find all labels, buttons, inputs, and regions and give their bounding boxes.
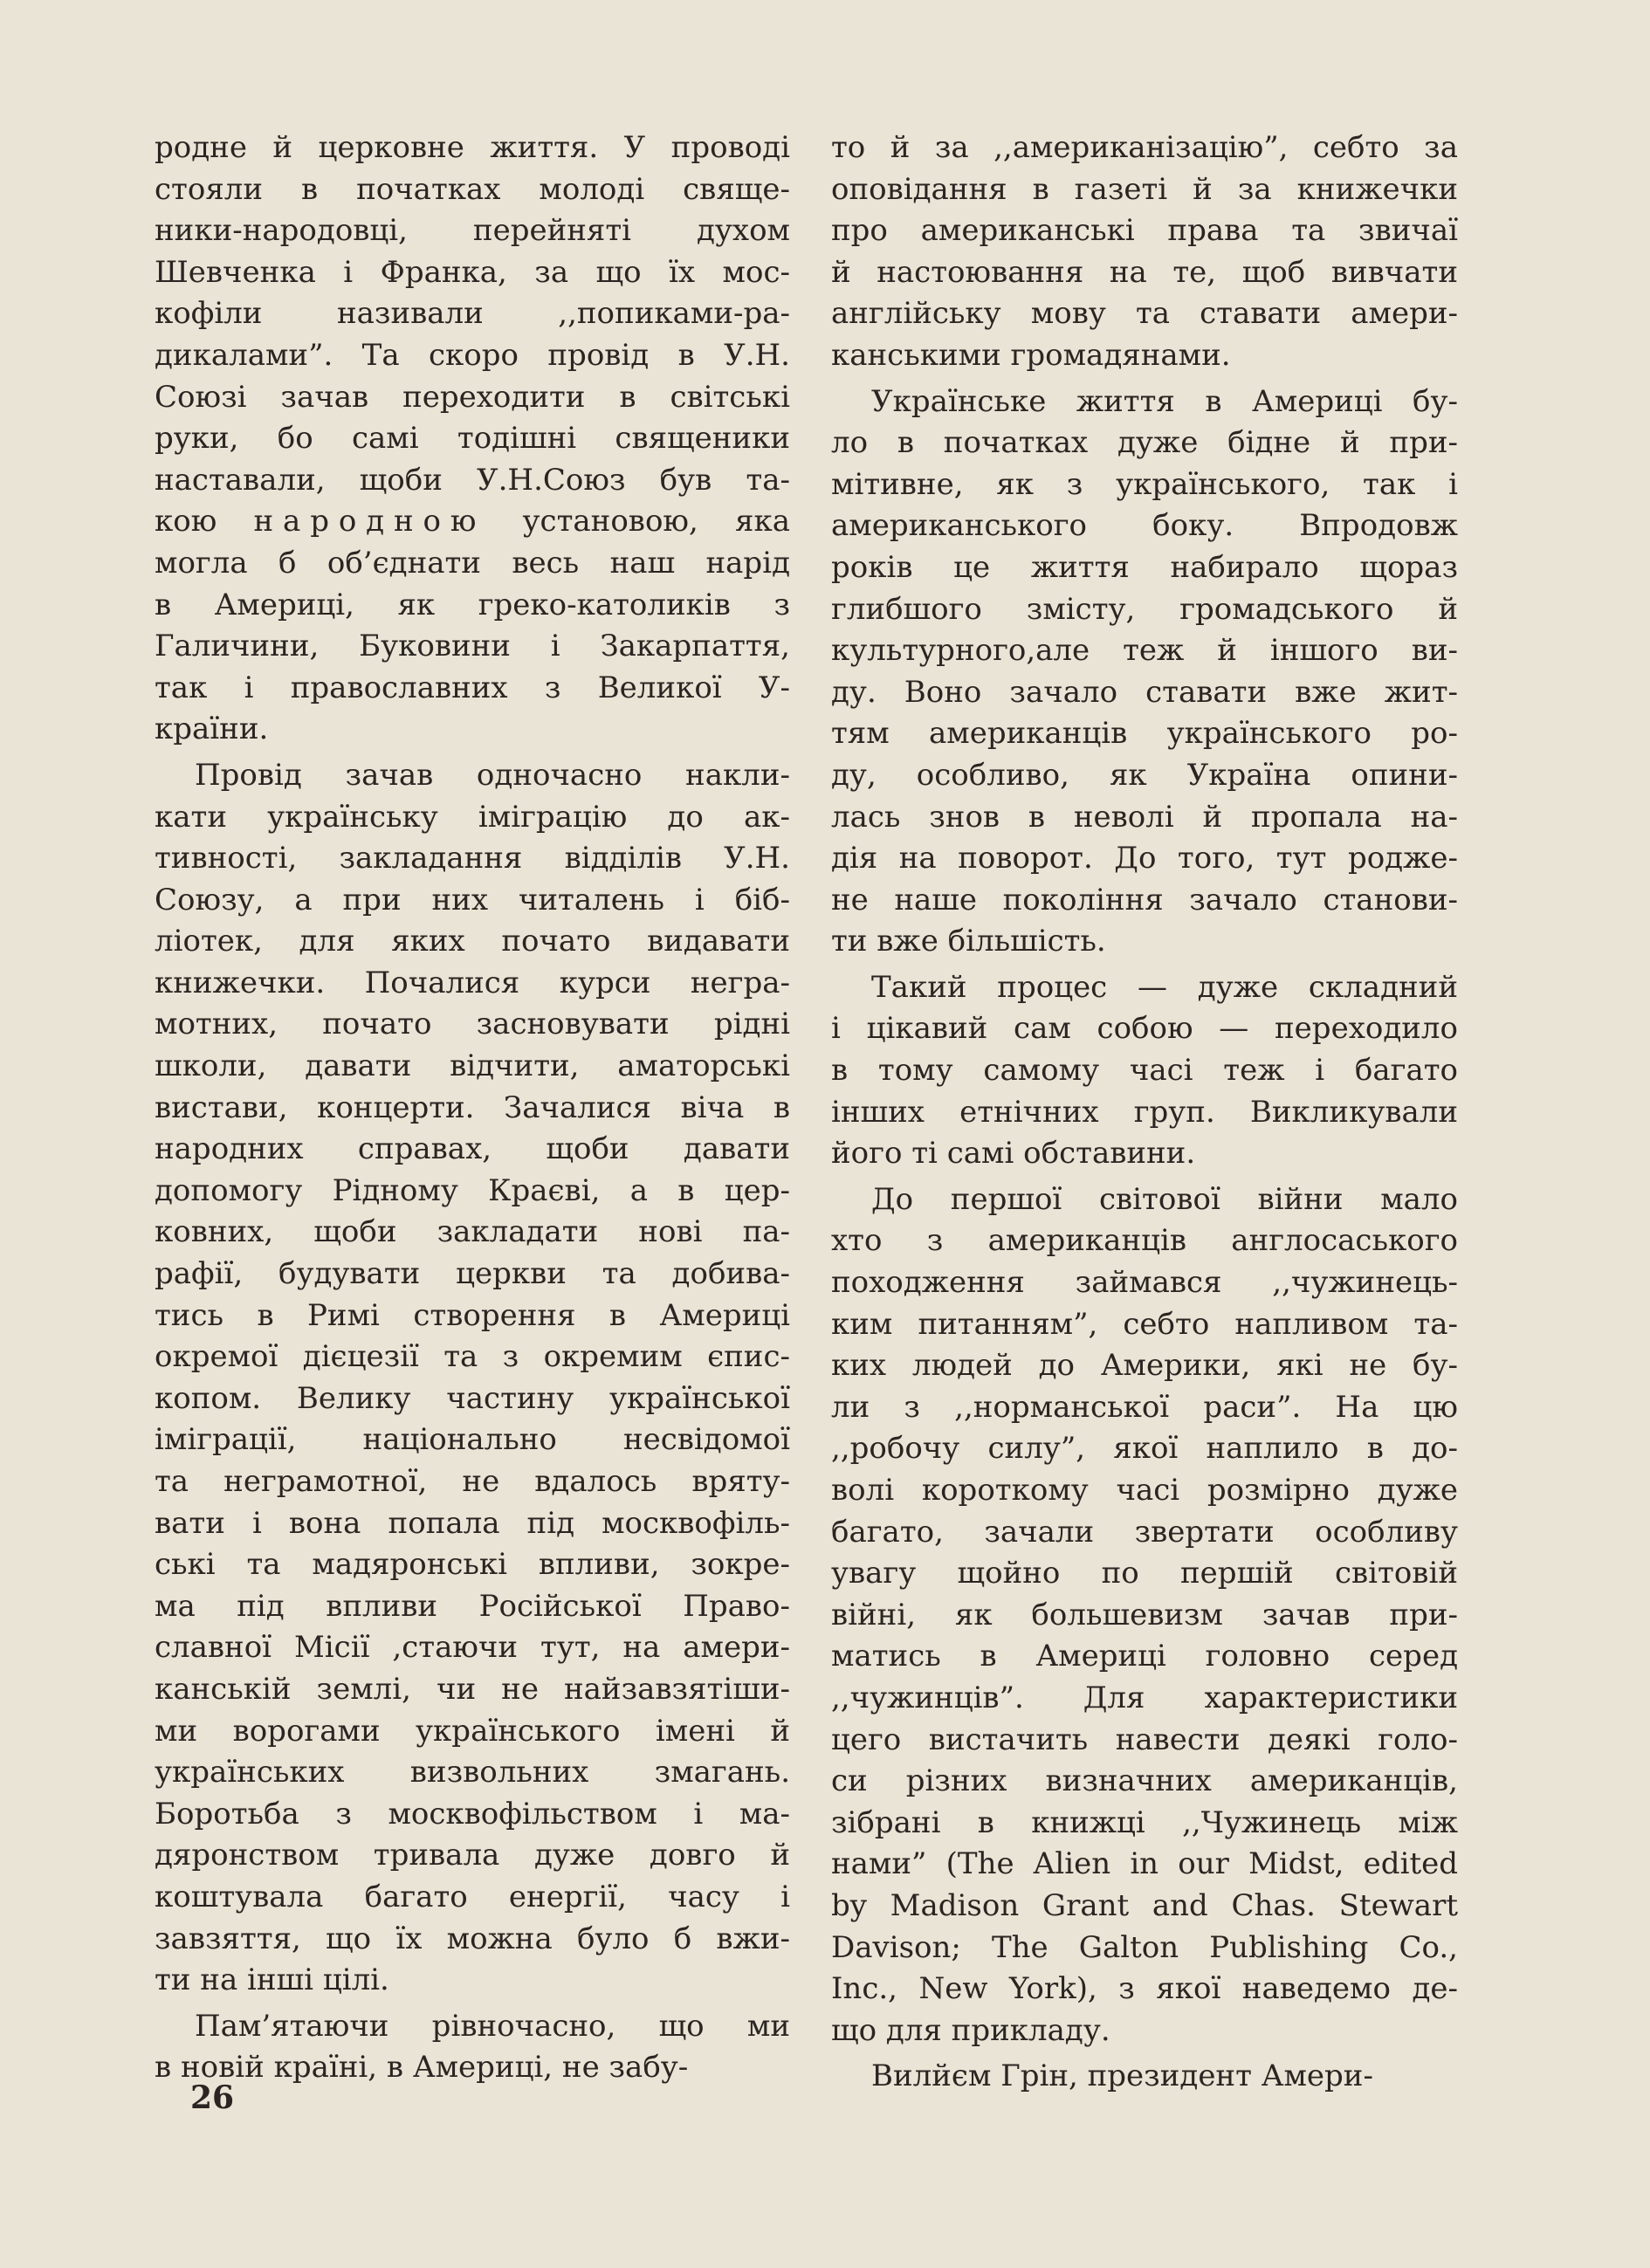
text-line: мотних, почато засновувати рідні: [155, 1007, 790, 1042]
text-line: руки, бо самі тодішні священики: [155, 421, 790, 457]
text-line: глибшого змісту, громадського й: [831, 591, 1458, 627]
text-line: завзяття, що їх можна було б вжи-: [155, 1921, 790, 1956]
text-line: тям американців українського ро-: [831, 716, 1458, 752]
text-line: тивності, закладання відділів У.Н.: [155, 841, 790, 876]
text-line: ми ворогами українського імені й: [155, 1713, 790, 1749]
text-line: канській землі, чи не найзавзятіши-: [155, 1671, 790, 1707]
text-line: дія на поворот. До того, тут родже-: [831, 841, 1458, 876]
text-line: Українське життя в Америці бу-: [871, 383, 1458, 419]
text-line: ло в початках дуже бідне й при-: [831, 425, 1458, 461]
text-line: школи, давати відчити, аматорські: [155, 1048, 790, 1084]
text-line: Боротьба з москвофільством і ма-: [155, 1796, 790, 1832]
page-number: 26: [190, 2079, 235, 2116]
text-line: родне й церковне життя. У проводі: [155, 130, 790, 165]
text-line: ти на інші цілі.: [155, 1962, 389, 1998]
text-line: ких людей до Америки, які не бу-: [831, 1348, 1458, 1384]
text-line: нами” (The Alien in our Midst, edited: [831, 1846, 1458, 1882]
paragraph: [155, 127, 790, 751]
text-line: могла б об’єднати весь наш нарід: [155, 545, 790, 581]
text-line: копом. Велику частину української: [155, 1380, 790, 1416]
text-line: зібрані в книжці ,,Чужинець між: [831, 1804, 1458, 1840]
text-line: в Америці, як греко-католиків з: [155, 587, 790, 622]
text-line: хто з американців англосаського: [831, 1223, 1458, 1259]
text-line: оповідання в газеті й за книжечки: [831, 171, 1458, 207]
text-line: в новій країні, в Америці, не забу-: [155, 2050, 689, 2086]
text-line: дяронством тривала дуже довго й: [155, 1838, 790, 1873]
text-line: ковних, щоби закладати нові па-: [155, 1214, 790, 1250]
text-line: матись в Америці головно серед: [831, 1639, 1458, 1674]
text-line: ські та мадяронські впливи, зокре-: [155, 1547, 790, 1583]
text-line: by Madison Grant and Chas. Stewart: [831, 1887, 1458, 1923]
text-line: американського боку. Впродовж: [831, 508, 1458, 544]
text-line: ники-народовці, перейняті духом: [155, 213, 790, 249]
text-line: ма під впливи Російської Право-: [155, 1588, 790, 1624]
paragraph: [831, 1179, 1458, 2052]
text-line: вистави, концерти. Зачалися віча в: [155, 1089, 790, 1125]
text-line: ліотек, для яких почато видавати: [155, 924, 790, 959]
text-line: кою народною установою, яка: [155, 504, 790, 540]
right-column: [831, 127, 1458, 2102]
text-line: Шевченка і Франка, за що їх мос-: [155, 254, 790, 290]
text-line: Inc., New York), з якої наведемо де-: [831, 1971, 1458, 2007]
text-line: вати і вона попала під москвофіль-: [155, 1505, 790, 1541]
text-line: коштувала багато енергії, часу і: [155, 1879, 790, 1914]
text-line: іміграції, національно несвідомої: [155, 1422, 790, 1458]
text-line: кати українську іміграцію до ак-: [155, 799, 790, 835]
text-line: походження займався ,,чужинець-: [831, 1265, 1458, 1301]
text-line: дикалами”. Та скоро провід в У.Н.: [155, 337, 790, 373]
text-line: Провід зачав одночасно накли-: [195, 757, 790, 793]
text-line: Союзу, а при них читалень і біб-: [155, 882, 790, 918]
text-line: тись в Римі створення в Америці: [155, 1297, 790, 1333]
text-line: культурного,але теж й іншого ви-: [831, 633, 1458, 669]
text-line: та неграмотної, не вдалось вряту-: [155, 1464, 790, 1499]
paragraph: [155, 2006, 790, 2089]
text-line: так і православних з Великої У-: [155, 670, 790, 705]
text-line: що для прикладу.: [831, 2012, 1110, 2048]
text-line: то й за ,,американізацію”, себто за: [831, 130, 1458, 165]
text-line: англійську мову та ставати амери-: [831, 296, 1458, 332]
text-line: і цікавий сам собою — переходило: [831, 1011, 1458, 1047]
text-line: ,,чужинців”. Для характеристики: [831, 1680, 1458, 1715]
text-line: ти вже більшість.: [831, 924, 1106, 959]
text-line: років це життя набирало щораз: [831, 549, 1458, 585]
text-line: Союзі зачав переходити в світські: [155, 379, 790, 415]
paragraph: [831, 127, 1458, 377]
text-line: Вилйєм Грін, президент Амери-: [871, 2058, 1373, 2094]
text-line: ,,робочу силу”, якої наплило в до-: [831, 1431, 1458, 1467]
text-line: народних справах, щоби давати: [155, 1131, 790, 1167]
text-line: стояли в початках молоді свяще-: [155, 171, 790, 207]
text-line: й настоювання на те, щоб вивчати: [831, 254, 1458, 290]
text-line: си різних визначних американців,: [831, 1763, 1458, 1799]
text-line: країни.: [155, 711, 269, 747]
text-line: ли з ,,норманської раси”. На цю: [831, 1389, 1458, 1425]
text-line: допомогу Рідному Краєві, а в цер-: [155, 1172, 790, 1208]
text-line: інших етнічних груп. Викликували: [831, 1094, 1458, 1130]
text-line: ким питанням”, себто напливом та-: [831, 1306, 1458, 1342]
text-line: Пам’ятаючи рівночасно, що ми: [195, 2008, 790, 2044]
text-line: мітивне, як з українського, так і: [831, 466, 1458, 502]
paragraph: [155, 755, 790, 2002]
paragraph: [831, 2056, 1458, 2098]
paragraph: [831, 381, 1458, 963]
text-line: багато, зачали звертати особливу: [831, 1514, 1458, 1550]
text-line: лась знов в неволі й пропала на-: [831, 799, 1458, 835]
text-line: До першої світової війни мало: [871, 1181, 1458, 1217]
text-line: ду, особливо, як Україна опини-: [831, 757, 1458, 793]
text-line: не наше покоління зачало станови-: [831, 882, 1458, 918]
text-line: славної Місії ,стаючи тут, на амери-: [155, 1630, 790, 1666]
text-line: про американські права та звичаї: [831, 213, 1458, 249]
text-line: увагу щойно по першій світовій: [831, 1556, 1458, 1591]
text-line: цего вистачить навести деякі голо-: [831, 1722, 1458, 1757]
text-line: українських визвольних змагань.: [155, 1755, 790, 1790]
text-line: книжечки. Почалися курси негра-: [155, 965, 790, 1000]
text-line: Davison; The Galton Publishing Co.,: [831, 1929, 1458, 1965]
emphasized-word: народною: [253, 504, 486, 540]
text-line: канськими громадянами.: [831, 337, 1231, 373]
text-line: його ті самі обставини.: [831, 1136, 1196, 1172]
text-line: в тому самому часі теж і багато: [831, 1053, 1458, 1089]
text-line: наставали, щоби У.Н.Союз був та-: [155, 462, 790, 498]
text-line: Галичини, Буковини і Закарпаття,: [155, 629, 790, 664]
text-line: війні, як большевизм зачав при-: [831, 1597, 1458, 1632]
left-column: [155, 127, 790, 2093]
paragraph: [831, 967, 1458, 1175]
text-line: кофіли називали ,,попиками-ра-: [155, 296, 790, 332]
text-line: окремої дієцезії та з окремим єпис-: [155, 1339, 790, 1375]
text-line: ду. Воно зачало ставати вже жит-: [831, 674, 1458, 710]
text-line: волі короткому часі розмірно дуже: [831, 1473, 1458, 1508]
text-line: рафії, будувати церкви та добива-: [155, 1256, 790, 1292]
text-line: Такий процес — дуже складний: [871, 969, 1458, 1005]
